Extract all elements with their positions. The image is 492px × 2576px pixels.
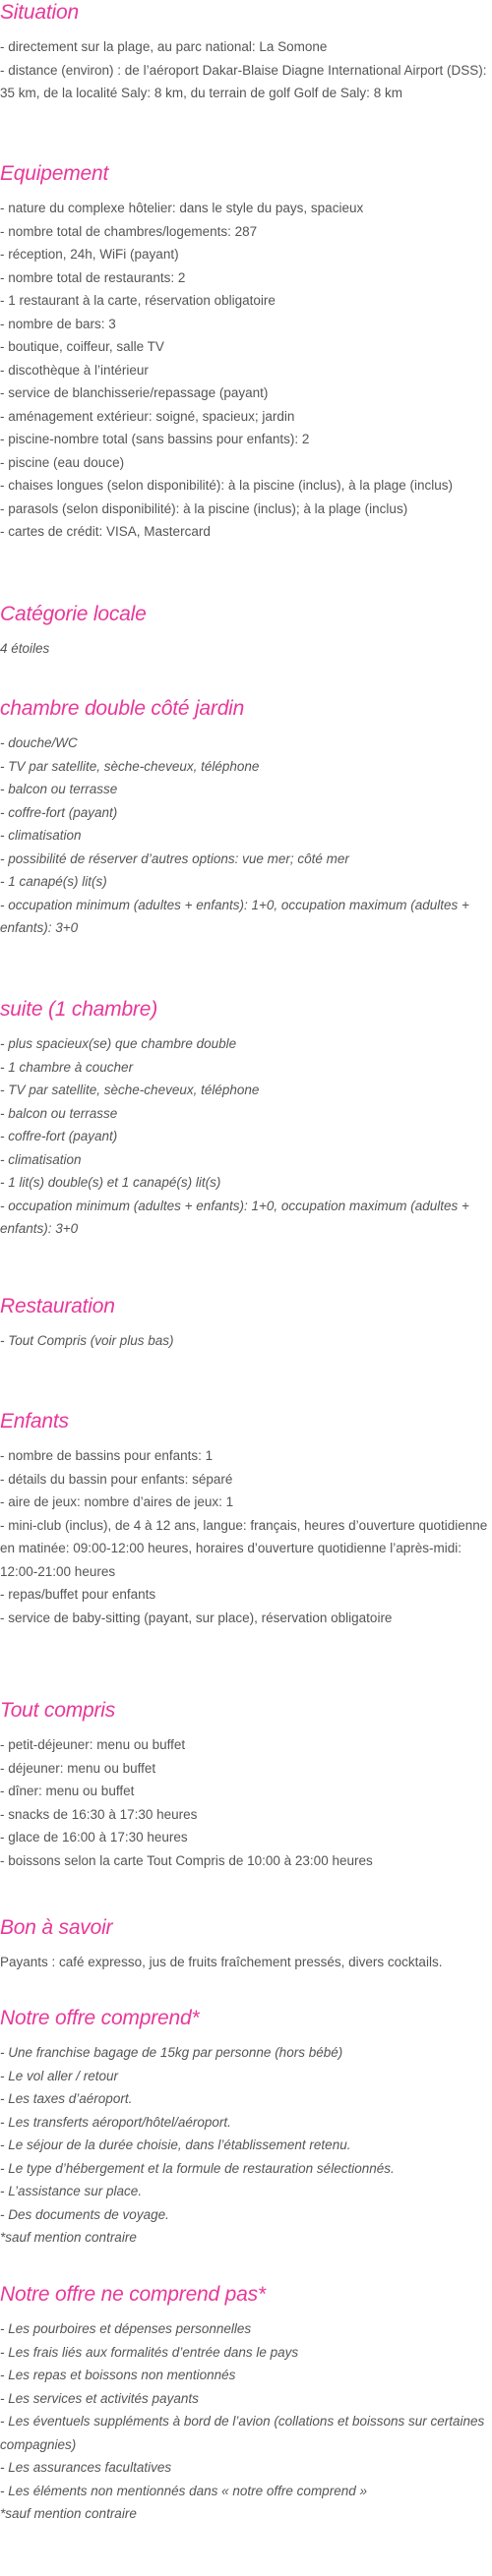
section-categorie-locale (0, 602, 492, 661)
section-title: Catégorie locale (0, 603, 147, 625)
section-line: - snacks de 16:30 à 17:30 heures (0, 1806, 198, 1822)
section-line: - Le type d’hébergement et la formule de restauration sélectionnés. (0, 2160, 395, 2176)
section-line: - Les frais liés aux formalités d’entrée dans le pays (0, 2344, 299, 2360)
section-line: - piscine-nombre total (sans bassins pour enfants): 2 (0, 432, 310, 446)
section-title: suite (1 chambre) (0, 998, 157, 1021)
section-line: - piscine (eau douce) (0, 454, 125, 470)
section-line: - plus spacieux(se) que chambre double (0, 1036, 237, 1051)
section-line: Payants : café expresso, jus de fruits fraîchement pressés, divers cocktails. (0, 1955, 443, 1969)
section-line: - nature du complexe hôtelier: dans le style du pays, spacieux (0, 201, 364, 215)
section-suite (0, 997, 492, 1241)
section-restauration (0, 1294, 492, 1353)
section-line: - parasols (selon disponibilité): à la piscine (inclus); à la plage (inclus) (0, 500, 408, 516)
section-line: - nombre de bars: 3 (0, 316, 116, 331)
section-line: - Les assurances facultatives (0, 2460, 172, 2475)
section-line: - boissons selon la carte Tout Compris de 10:00 à 23:00 heures (0, 1852, 373, 1868)
section-enfants (0, 1409, 492, 1629)
section-title: Enfants (0, 1410, 69, 1433)
section-line: - chaises longues (selon disponibilité): à la piscine (inclus), à la plage (inclus) (0, 478, 453, 493)
section-line: - dîner: menu ou buffet (0, 1784, 135, 1798)
section-situation (0, 0, 492, 105)
section-line: - coffre-fort (payant) (0, 804, 118, 820)
section-line: - nombre total de chambres/logements: 287 (0, 223, 258, 239)
section-title: Situation (0, 1, 79, 24)
section-line: - service de blanchisserie/repassage (payant) (0, 385, 269, 400)
section-title: Bon à savoir (0, 1916, 113, 1939)
section-line: - petit-déjeuner: menu ou buffet (0, 1737, 186, 1752)
section-line: - Les éléments non mentionnés dans « notre offre comprend » (0, 2483, 367, 2498)
section-line: - possibilité de réserver d’autres options: vue mer; côté mer (0, 850, 349, 866)
section-title: Notre offre comprend* (0, 2007, 200, 2029)
section-line: - détails du bassin pour enfants: séparé (0, 1471, 233, 1487)
section-line: *sauf mention contraire (0, 2506, 137, 2521)
section-line: - nombre de bassins pour enfants: 1 (0, 1448, 214, 1463)
section-line: - balcon ou terrasse (0, 1105, 118, 1121)
section-title: Notre offre ne comprend pas* (0, 2283, 266, 2306)
section-line: - aire de jeux: nombre d’aires de jeux: 1 (0, 1494, 234, 1509)
section-line: - nombre total de restaurants: 2 (0, 269, 186, 285)
section-line: - réception, 24h, WiFi (payant) (0, 247, 179, 262)
section-title: Tout compris (0, 1699, 116, 1722)
section-line: - glace de 16:00 à 17:30 heures (0, 1830, 188, 1844)
section-line: - 1 chambre à coucher (0, 1059, 134, 1075)
section-line: - discothèque à l’intérieur (0, 362, 149, 378)
section-line: - Les services et activités payants (0, 2390, 199, 2406)
section-offre-ne-comprend-pas (0, 2282, 492, 2526)
section-line: - occupation minimum (adultes + enfants): 1+0, occupation maximum (adultes + enfants): 3+0 (0, 897, 469, 935)
section-equipement (0, 161, 492, 544)
section-title: Equipement (0, 162, 109, 185)
section-line: - boutique, coiffeur, salle TV (0, 339, 164, 354)
section-line: - Les repas et boissons non mentionnés (0, 2368, 236, 2382)
section-line: - aménagement extérieur: soigné, spacieux; jardin (0, 408, 295, 424)
section-line: - Tout Compris (voir plus bas) (0, 1333, 174, 1348)
section-line: - douche/WC (0, 735, 78, 750)
section-line: - 1 restaurant à la carte, réservation obligatoire (0, 293, 276, 308)
section-line: - directement sur la plage, au parc national: La Somone (0, 39, 328, 54)
section-line: - Les pourboires et dépenses personnelles (0, 2321, 252, 2336)
section-line: - Les transferts aéroport/hôtel/aéroport. (0, 2114, 231, 2130)
section-line: - climatisation (0, 828, 82, 843)
section-line: - repas/buffet pour enfants (0, 1587, 156, 1602)
section-line: - Des documents de voyage. (0, 2206, 169, 2222)
section-line: - Le vol aller / retour (0, 2068, 119, 2083)
section-line: - mini-club (inclus), de 4 à 12 ans, langue: français, heures d’ouverture quotidienne en matinée: 09:00-12:00 heures, horaires d’ouverture quotidienne l’après-midi: 12:00-21:00 heures (0, 1517, 488, 1579)
section-line: - déjeuner: menu ou buffet (0, 1760, 156, 1776)
section-title: Restauration (0, 1295, 115, 1317)
section-chambre-double (0, 696, 492, 940)
section-line: - 1 lit(s) double(s) et 1 canapé(s) lit(s) (0, 1175, 221, 1190)
section-line: - L’assistance sur place. (0, 2184, 143, 2198)
section-line: - distance (environ) : de l’aéroport Dakar-Blaise Diagne International Airport (DSS): 35 km, de la localité Saly: 8 km, du terrain de golf Golf de Saly: 8 km (0, 62, 487, 100)
section-line: - Une franchise bagage de 15kg par personne (hors bébé) (0, 2045, 343, 2060)
section-title: chambre double côté jardin (0, 697, 245, 720)
section-line: - coffre-fort (payant) (0, 1129, 118, 1143)
section-line: - occupation minimum (adultes + enfants): 1+0, occupation maximum (adultes + enfants): 3+0 (0, 1198, 469, 1236)
section-line: - service de baby-sitting (payant, sur place), réservation obligatoire (0, 1610, 393, 1625)
section-line: - balcon ou terrasse (0, 782, 118, 796)
section-line: - Le séjour de la durée choisie, dans l’établissement retenu. (0, 2137, 351, 2152)
section-line: - cartes de crédit: VISA, Mastercard (0, 524, 211, 539)
section-line: *sauf mention contraire (0, 2230, 137, 2245)
section-line: - TV par satellite, sèche-cheveux, téléphone (0, 1083, 260, 1097)
section-line: - climatisation (0, 1151, 82, 1167)
section-offre-comprend (0, 2006, 492, 2250)
section-tout-compris (0, 1698, 492, 1872)
section-line: - 1 canapé(s) lit(s) (0, 874, 107, 889)
section-line: - Les éventuels suppléments à bord de l’avion (collations et boissons sur certaines compagnies) (0, 2414, 485, 2452)
section-line: - Les taxes d’aéroport. (0, 2091, 133, 2106)
section-line: - TV par satellite, sèche-cheveux, téléphone (0, 758, 260, 774)
section-bon-a-savoir (0, 1915, 492, 1974)
section-line: 4 étoiles (0, 641, 50, 656)
